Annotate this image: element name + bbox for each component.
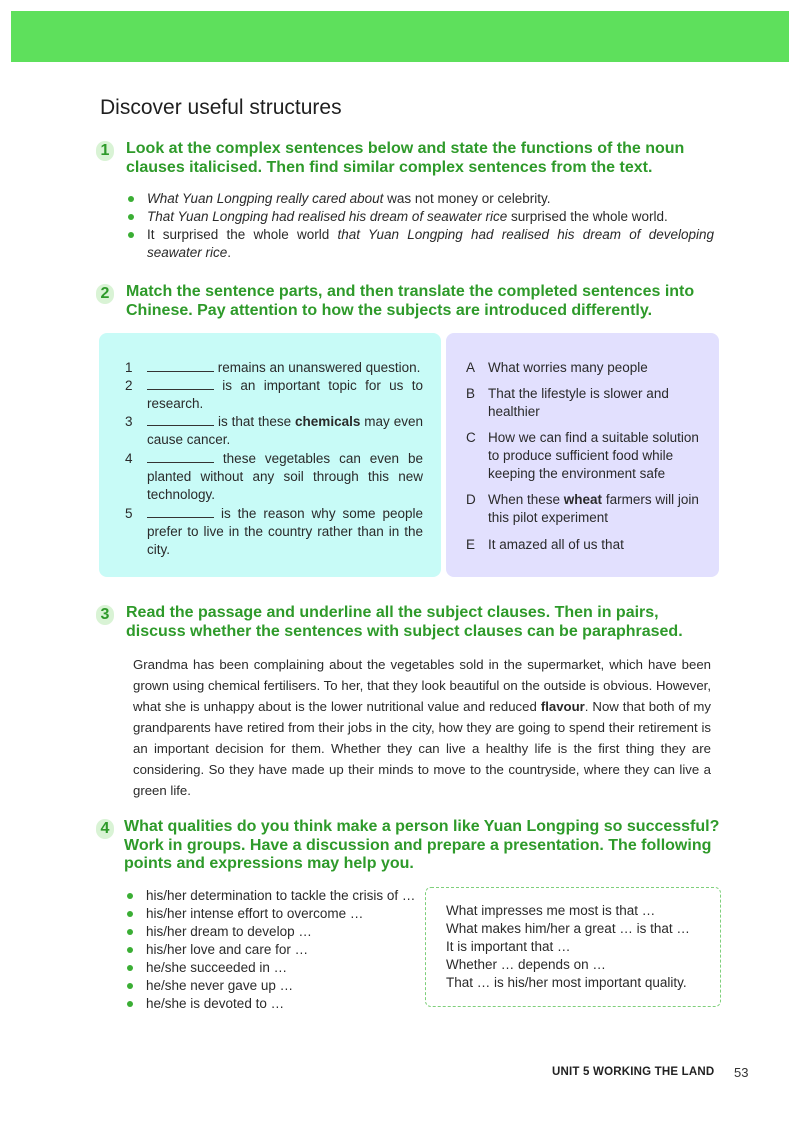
task-2-number: 2: [96, 284, 114, 304]
task-4-heading-line: What qualities do you think make a person like Yuan Longping so successful?: [124, 818, 720, 835]
section-title: Discover useful structures: [100, 96, 342, 119]
page-number: 53: [734, 1065, 749, 1080]
task-4-heading-line: points and expressions may help you.: [124, 855, 414, 872]
answer-blank[interactable]: [147, 378, 214, 390]
list-item: he/she never gave up …: [124, 977, 424, 995]
footer-unit-label: UNIT 5 WORKING THE LAND: [552, 1066, 715, 1078]
expression-line: That … is his/her most important quality.: [446, 975, 687, 990]
reading-passage: Grandma has been complaining about the vegetables sold in the supermarket, which have been grown using chemical fertilisers. To her, that they look beautiful on the outside is obvious. However, what she is unhappy about is the lower nutritional value and reduced flavour. Now that both of my grandparents have retired from their jobs in the city, how they are going to spend their retirement is an important decision for them. Whether they can live a healthy life is the first thing they are considering. So they have made up their minds to move to the countryside, where they can live a green life.: [133, 657, 711, 798]
task-4-heading: [124, 818, 719, 874]
task-1-bullet-list: [125, 190, 714, 262]
useful-expressions-box: [425, 887, 721, 1007]
sentence-subjects-box: A What worries many people B That the lifestyle is slower and healthier C How we can find a suitable solution to produce sufficient food while keeping the environment safe D When these wheat farmers will join this pilot experiment E It amazed all of us that: [446, 333, 719, 577]
list-item: his/her intense effort to overcome …: [124, 905, 424, 923]
answer-blank[interactable]: [147, 360, 214, 372]
task-2-heading-line: Match the sentence parts, and then translate the completed sentences into: [126, 283, 695, 300]
task-1-heading-line: clauses italicised. Then find similar complex sentences from the text.: [126, 158, 653, 176]
task-2-heading: [126, 283, 694, 320]
list-item: his/her dream to develop …: [124, 923, 424, 941]
list-item: his/her love and care for …: [124, 941, 424, 959]
task-2-heading-line: Chinese. Pay attention to how the subjects are introduced differently.: [126, 301, 653, 319]
task-3-heading: [126, 604, 683, 641]
expression-line: It is important that …: [446, 939, 571, 954]
list-item: That Yuan Longping had realised his dream of seawater rice surprised the whole world.: [125, 208, 714, 226]
task-4-heading-line: Work in groups. Have a discussion and prepare a presentation. The following: [124, 836, 712, 854]
task-3-heading-line: Read the passage and underline all the subject clauses. Then in pairs,: [126, 604, 659, 621]
list-item: his/her determination to tackle the crisis of …: [124, 887, 424, 905]
list-item: he/she is devoted to …: [124, 995, 424, 1013]
task-1-number: 1: [96, 141, 114, 161]
sentence-parts-box: 1 remains an unanswered question. 2 is an important topic for us to research. 3 is that these chemicals may even cause cancer. 4 these vegetables can even be planted without any soil through this new technology. 5 is the reason why some people prefer to live in the country rather than in the city.: [99, 333, 441, 577]
list-item: It surprised the whole world that Yuan Longping had realised his dream of developing seawater rice.: [125, 226, 714, 262]
task-3-number: 3: [96, 605, 114, 625]
task-4-bullet-list: [124, 887, 424, 1013]
task-3-heading-line: discuss whether the sentences with subject clauses can be paraphrased.: [126, 622, 683, 640]
task-1-heading: [126, 140, 684, 177]
answer-blank[interactable]: [147, 414, 214, 426]
expression-line: What impresses me most is that …: [446, 903, 656, 918]
list-item: he/she succeeded in …: [124, 959, 424, 977]
answer-blank[interactable]: [147, 506, 214, 518]
expression-line: Whether … depends on …: [446, 957, 606, 972]
task-4-number: 4: [96, 819, 114, 839]
expression-line: What makes him/her a great … is that …: [446, 921, 690, 936]
list-item: What Yuan Longping really cared about was not money or celebrity.: [125, 190, 714, 208]
top-header-bar: [11, 11, 789, 62]
answer-blank[interactable]: [147, 451, 214, 463]
task-1-heading-line: Look at the complex sentences below and state the functions of the noun: [126, 140, 685, 157]
